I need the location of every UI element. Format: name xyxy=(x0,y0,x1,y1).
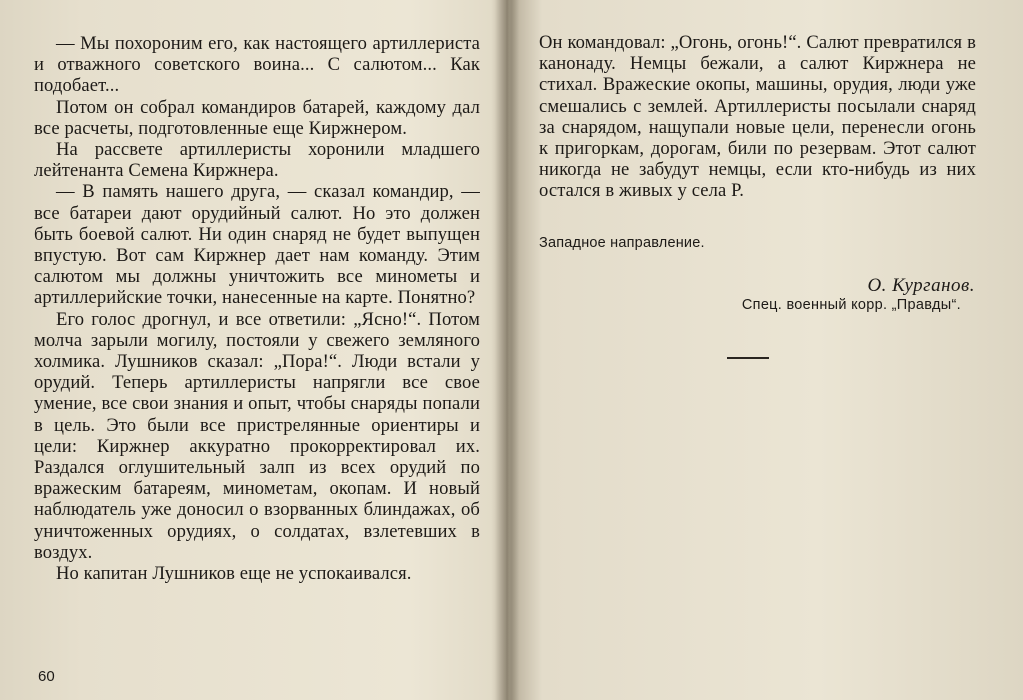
left-paragraph-1: — Мы похороним его, как настоящего артиллериста и отважного советского воина... С салютом... Как подобает... xyxy=(34,33,480,97)
right-paragraph-1: Он командовал: „Огонь, огонь!“. Салют превратился в канонаду. Немцы бежали, а салют Киржнера не стихал. Вражеские окопы, машины, орудия, люди уже смешались с землей. Артиллеристы посылали снаряд за снарядом, нащупали новые цели, перенесли огонь к пригоркам, дорогам, били по резервам. Этот салют никогда не забудут немцы, если кто-нибудь из них остался в живых у села Р. xyxy=(539,32,976,202)
right-page xyxy=(512,0,1023,700)
left-paragraph-5: Его голос дрогнул, и все ответили: „Ясно!“. Потом молча зарыли могилу, постояли у свежего земляного холмика. Лушников сказал: „Пора!“. Люди встали у орудий. Теперь артиллеристы напрягли все свое умение, все свои знания и опыт, чтобы снаряды попали в цель. Это были все пристрелянные ориентиры и цели: Киржнер аккуратно прокорректировал их. Раздался оглушительный залп из всех орудий по вражеским батареям, минометам, окопам. И новый наблюдатель уже доносил о взорванных блиндажах, об уничтоженных орудиях, о солдатах, взлетевших в воздух. xyxy=(34,308,480,563)
left-page-text xyxy=(34,33,480,584)
author-role: Спец. военный корр. „Правды“. xyxy=(741,297,961,313)
page-number: 60 xyxy=(38,668,55,685)
left-paragraph-4: — В память нашего друга, — сказал командир, — все батареи дают орудийный салют. Но это должен быть боевой салют. Ни один снаряд не будет выпущен впустую. Вот сам Киржнер дает нам команду. Этим салютом мы должны уничтожить все минометы и артиллерийские точки, нанесенные на карте. Понятно? xyxy=(34,181,480,309)
left-paragraph-3: На рассвете артиллеристы хоронили младшего лейтенанта Семена Киржнера. xyxy=(34,139,480,182)
location-note: Западное направление. xyxy=(539,235,705,251)
right-page-text xyxy=(539,32,976,202)
author-signature: О. Курганов. xyxy=(867,275,975,296)
left-paragraph-6: Но капитан Лушников еще не успокаивался. xyxy=(56,563,412,585)
left-paragraph-2: Потом он собрал командиров батарей, каждому дал все расчеты, подготовленные еще Киржнером. xyxy=(34,96,480,139)
left-page xyxy=(0,0,500,700)
section-divider xyxy=(727,357,769,359)
